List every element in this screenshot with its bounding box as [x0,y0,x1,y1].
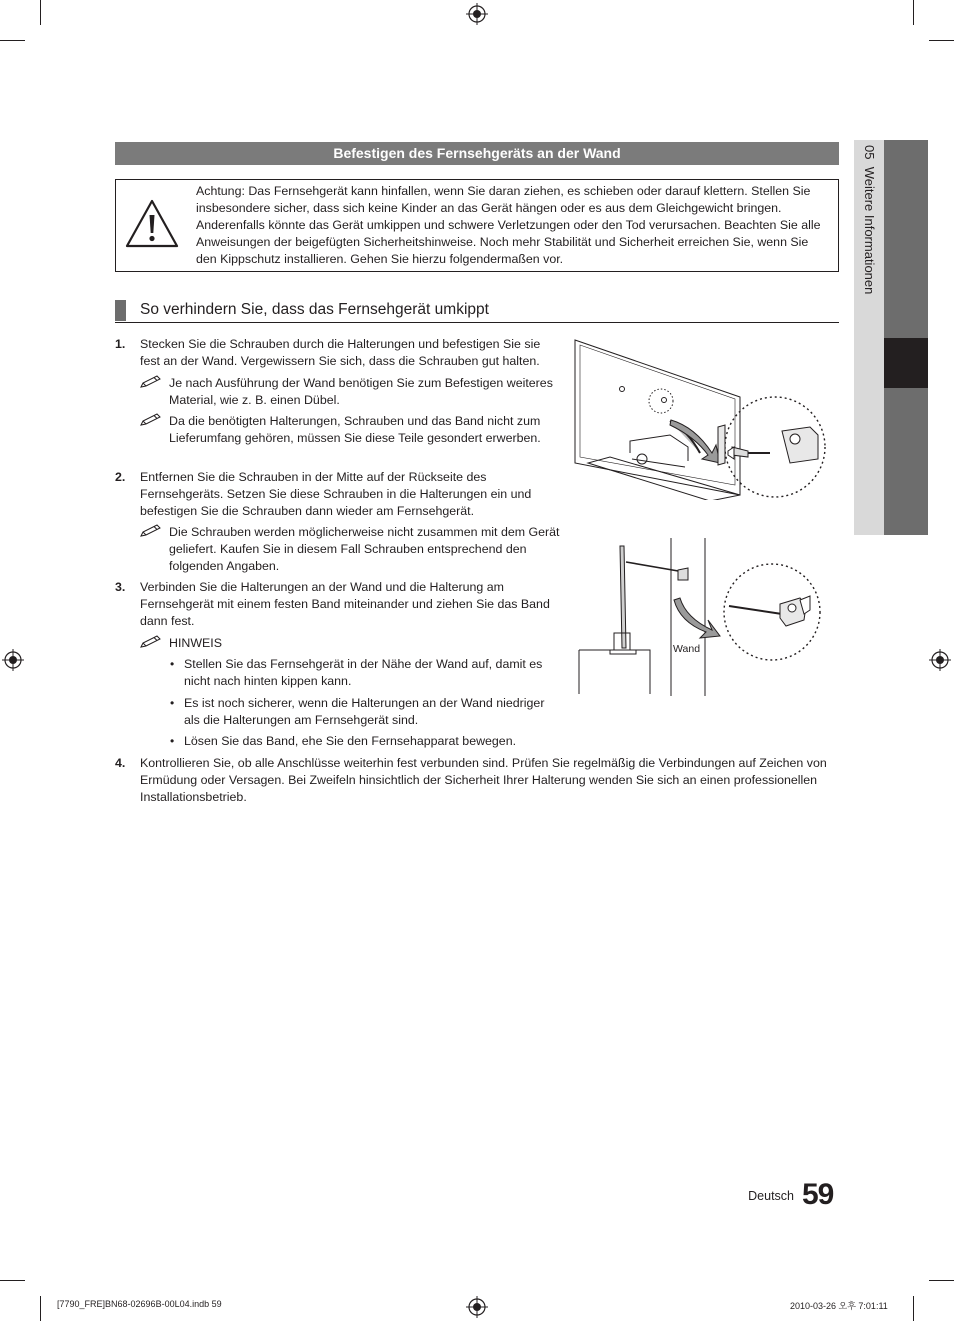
page-number: 59 [802,1178,834,1211]
chapter-number: 05 [862,145,877,160]
crop-mark [40,0,41,25]
step-text: Entfernen Sie die Schrauben in der Mitte auf der Rückseite des Fernsehgeräts. Setzen Sie diese Schrauben in die Halterungen ein und befestigen Sie die Schrauben dann wieder am Fernsehgerät. [140,470,532,518]
crop-mark [929,1280,954,1281]
note-text: Da die benötigten Halterungen, Schrauben und das Band nicht zum Lieferumfang gehören, müssen Sie diese Teile gesondert erwerben. [169,414,541,445]
bullet-text: Lösen Sie das Band, ehe Sie den Fernsehapparat bewegen. [184,734,517,748]
note-pencil-icon [140,524,162,538]
crop-mark [913,0,914,25]
warning-label: Achtung [196,184,242,198]
note-title: HINWEIS [169,636,223,650]
registration-mark-icon [466,3,488,25]
step-text: Kontrollieren Sie, ob alle Anschlüsse weiterhin fest verbunden sind. Prüfen Sie regelmäßig die Verbindungen auf Zeichen von Ermüdung oder Versagen. Bei Zweifeln hinsichtlich der Sicherheit Ihrer Halterung wenden Sie sich an einen professionellen Installationsbetrieb. [140,756,827,804]
registration-mark-icon [929,649,951,671]
bullet-text: Stellen Sie das Fernsehgerät in der Nähe der Wand auf, damit es nicht nach hinten kippen kann. [184,657,543,688]
side-tab-marker [884,338,928,388]
note-text: Je nach Ausführung der Wand benötigen Sie zum Befestigen weiteres Material, wie z. B. einen Dübel. [169,376,553,407]
note-pencil-icon [140,375,162,389]
registration-mark-icon [2,649,24,671]
bullet-dot: • [170,657,175,671]
crop-mark [0,40,25,41]
step-number: 4. [115,756,126,770]
crop-mark [929,40,954,41]
note-pencil-icon [140,635,162,649]
bullet-dot: • [170,734,175,748]
page-title: Befestigen des Fernsehgeräts an der Wand [115,142,839,165]
warning-triangle-icon [124,198,180,250]
section-title: So verhindern Sie, dass das Fernsehgerät umkippt [140,301,489,318]
footer-language: Deutsch [748,1189,794,1203]
bullet-dot: • [170,696,175,710]
note-text: Die Schrauben werden möglicherweise nicht zusammen mit dem Gerät geliefert. Kaufen Sie in diesem Fall Schrauben entsprechend den folgenden Angaben. [169,525,560,573]
warning-body: : Das Fernsehgerät kann hinfallen, wenn Sie daran ziehen, es schieben oder darauf klettern. Stellen Sie insbesondere sicher, dass sich keine Kinder an das Gerät hängen oder es aus dem Gleichgewicht bringen. Anderenfalls könnte das Gerät umkippen und schwere Verletzungen oder den Tod verursachen. Beachten Sie alle Anweisungen der beigefügten Sicherheitshinweise. Noch mehr Stabilität und Sicherheit erreichen Sie, wenn Sie den Kippschutz installieren. Gehen Sie hierzu folgendermaßen vor. [196,184,821,266]
section-heading [115,299,839,323]
note-pencil-icon [140,413,162,427]
wall-label: Wand [673,643,701,655]
bullet-text: Es ist noch sicherer, wenn die Halterungen an der Wand niedriger als die Halterungen am Fernsehgerät sind. [184,696,545,727]
side-tab-label [858,145,880,385]
warning-box [115,179,839,272]
crop-mark [0,1280,25,1281]
step-text: Verbinden Sie die Halterungen an der Wand und die Halterung am Fernsehgerät mit einem festen Band miteinander und ziehen Sie das Band dann fest. [140,580,550,628]
step-number: 1. [115,337,126,351]
step-number: 2. [115,470,126,484]
tv-rear-bracket-illustration [570,335,835,500]
chapter-title: Weitere Informationen [862,166,877,295]
step-number: 3. [115,580,126,594]
registration-mark-icon [466,1296,488,1318]
tv-side-wall-strap-illustration [574,538,836,696]
imprint-left: [7790_FRE]BN68-02696B-00L04.indb 59 [57,1299,222,1309]
warning-text [196,183,832,268]
crop-mark [913,1296,914,1321]
step-text: Stecken Sie die Schrauben durch die Halterungen und befestigen Sie sie fest an der Wand. Vergewissern Sie sich, dass die Schrauben gut halten. [140,337,541,368]
imprint-right: 2010-03-26 오후 7:01:11 [790,1301,888,1311]
crop-mark [40,1296,41,1321]
section-marker [115,300,126,321]
